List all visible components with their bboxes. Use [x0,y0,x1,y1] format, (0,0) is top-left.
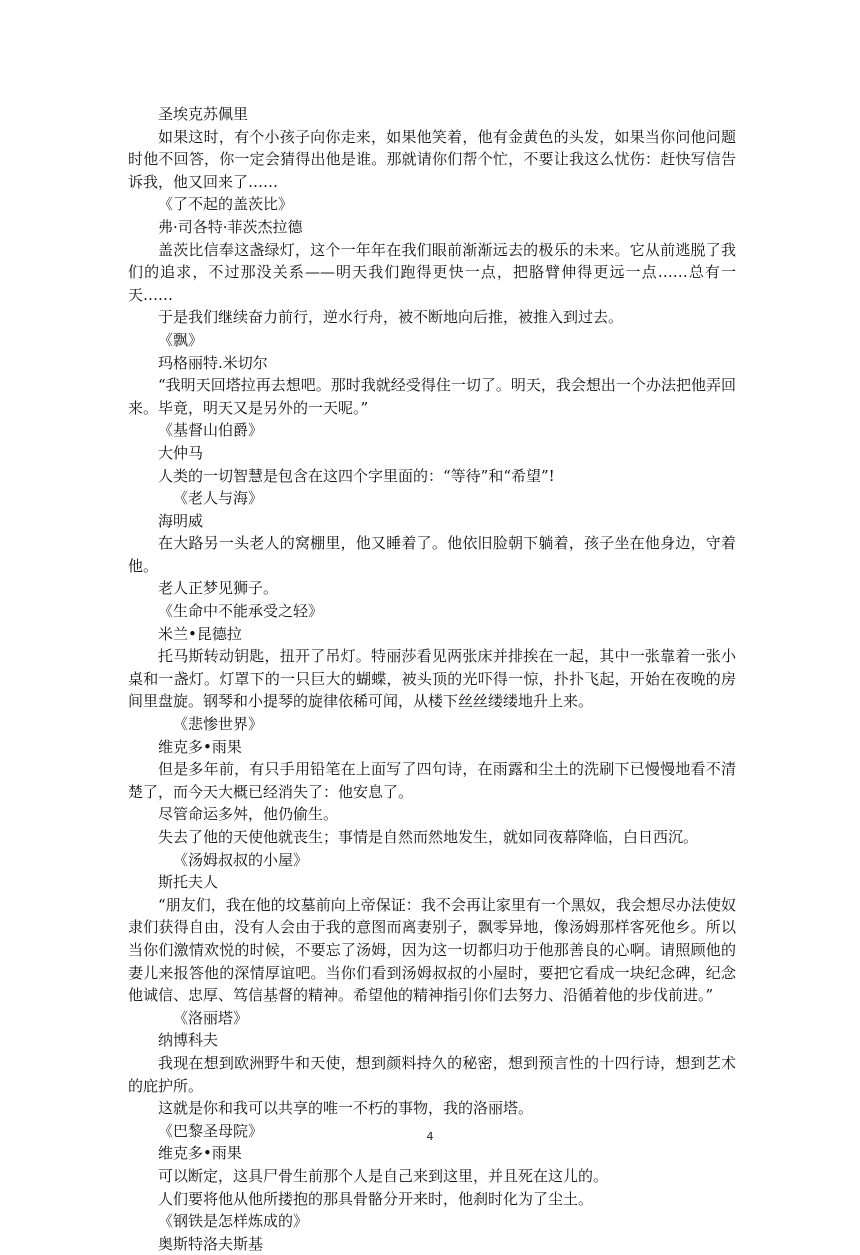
section [128,419,736,487]
book-title: 《生命中不能承受之轻》 [158,602,324,621]
section [128,329,736,419]
author: 维克多•雨果 [158,1144,242,1163]
section [128,849,736,1007]
book-title: 《悲惨世界》 [173,715,264,734]
paragraph: “我明天回塔拉再去想吧。那时我就经受得住一切了。明天，我会想出一个办法把他弄回来。毕竟，明天又是另外的一天呢。” [128,376,736,417]
author: 圣埃克苏佩里 [158,105,249,123]
author: 大仲马 [158,443,204,462]
author: 纳博科夫 [158,1031,219,1050]
book-title: 《老人与海》 [173,489,264,508]
book-title: 《钢铁是怎样炼成的》 [158,1212,309,1231]
book-title: 《巴黎圣母院》 [158,1121,264,1140]
paragraph: 人类的一切智慧是包含在这四个字里面的：“等待”和“希望”! [158,466,555,485]
paragraph: 托马斯转动钥匙，扭开了吊灯。特丽莎看见两张床并排挨在一起，其中一张靠着一张小桌和一盏灯。灯罩下的一只巨大的蝴蝶，被头顶的光吓得一惊，扑扑飞起，开始在夜晚的房间里盘旋。钢琴和小提琴的旋律依稀可闻，从楼下丝丝缕缕地升上来。 [128,647,736,711]
paragraph: 盖茨比信奉这盏绿灯，这个一年年在我们眼前渐渐远去的极乐的未来。它从前逃脱了我们的追求，不过那没关系——明天我们跑得更快一点，把胳臂伸得更远一点……总有一天…… [128,240,736,304]
author: 弗·司各特·菲茨杰拉德 [158,217,303,236]
section [128,1210,736,1255]
author: 维克多•雨果 [158,737,242,756]
paragraph: 这就是你和我可以共享的唯一不朽的事物，我的洛丽塔。 [158,1099,534,1118]
book-title: 《了不起的盖茨比》 [158,195,294,214]
section [128,1007,736,1120]
author: 米兰•昆德拉 [158,624,242,643]
section [128,487,736,600]
paragraph: 在大路另一头老人的窝棚里，他又睡着了。他依旧脸朝下躺着，孩子坐在他身边，守着他。 [128,534,736,575]
paragraph: 如果这时，有个小孩子向你走来，如果他笑着，他有金黄色的头发，如果当你问他问题时他不回答，你一定会猜得出他是谁。那就请你们帮个忙，不要让我这么忧伤：赶快写信告诉我，他又回来了…… [128,127,736,191]
section [128,600,736,713]
paragraph: “朋友们，我在他的坟墓前向上帝保证：我不会再让家里有一个黑奴，我会想尽办法使奴隶们获得自由，没有人会由于我的意图而离妻别子，飘零异地，像汤姆那样客死他乡。所以当你们激情欢悦的时候，不要忘了汤姆，因为这一切都归功于他那善良的心啊。请照顾他的妻儿来报答他的深情厚谊吧。当你们看到汤姆叔叔的小屋时，要把它看成一块纪念碑，纪念他诚信、忠厚、笃信基督的精神。希望他的精神指引你们去努力、沿循着他的步伐前进。” [128,895,736,1005]
paragraph: 人们要将他从他所搂抱的那具骨骼分开来时，他刹时化为了尘土。 [158,1189,594,1208]
section [128,103,736,193]
book-title: 《飘》 [158,330,204,349]
section [128,713,736,849]
paragraph: 尽管命运多舛，他仍偷生。 [158,805,339,824]
book-title: 《基督山伯爵》 [158,421,264,440]
paragraph: 但是多年前，有只手用铅笔在上面写了四句诗，在雨露和尘土的洗刷下已慢慢地看不清楚了，而今天大概已经消失了：他安息了。 [128,760,736,801]
paragraph: 失去了他的天使他就丧生；事情是自然而然地发生，就如同夜幕降临，白日西沉。 [158,828,699,846]
author: 海明威 [158,511,204,530]
paragraph: 我现在想到欧洲野牛和天使，想到颜料持久的秘密，想到预言性的十四行诗，想到艺术的庇护所。 [128,1053,736,1095]
author: 玛格丽特.米切尔 [158,353,268,372]
book-title: 《洛丽塔》 [173,1008,249,1027]
paragraph: 老人正梦见狮子。 [158,579,279,598]
section [128,193,736,329]
paragraph: 于是我们继续奋力前行，逆水行舟，被不断地向后推，被推入到过去。 [158,308,624,327]
page-number: 4 [426,1130,434,1143]
author: 奥斯特洛夫斯基 [158,1234,264,1253]
page-content [128,103,736,1255]
book-title: 《汤姆叔叔的小屋》 [173,850,309,869]
author: 斯托夫人 [158,873,219,892]
paragraph: 可以断定，这具尸骨生前那个人是自己来到这里，并且死在这儿的。 [158,1166,609,1185]
